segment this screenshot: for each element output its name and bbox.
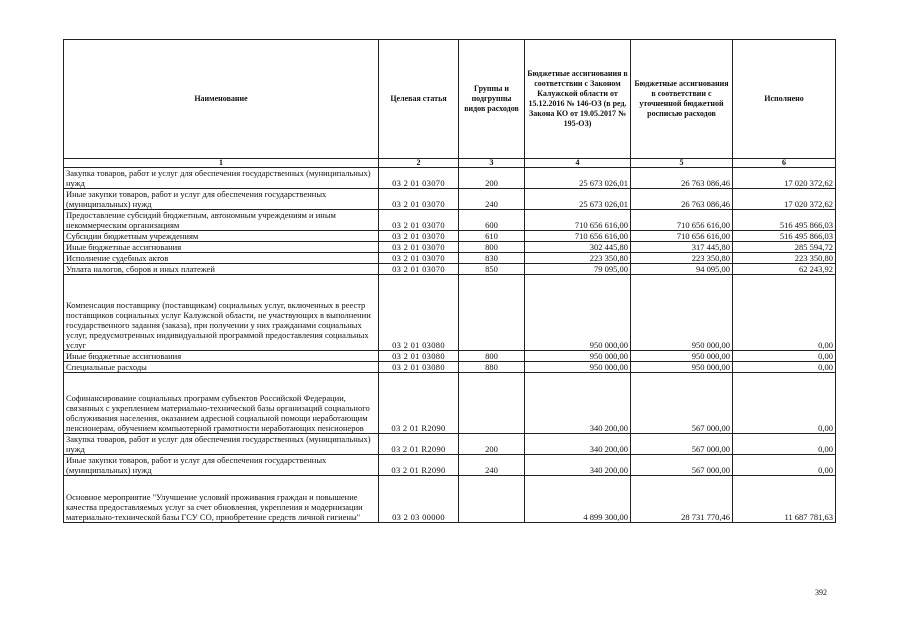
row-group: 880	[459, 362, 525, 373]
row-group: 610	[459, 231, 525, 242]
row-name: Иные бюджетные ассигнования	[64, 242, 379, 253]
row-assign-refined: 223 350,80	[631, 253, 733, 264]
row-name: Закупка товаров, работ и услуг для обеспечения государственных (муниципальных) нужд	[64, 168, 379, 189]
row-assign-refined: 950 000,00	[631, 362, 733, 373]
row-assign-law: 340 200,00	[525, 373, 631, 434]
row-name: Иные закупки товаров, работ и услуг для обеспечения государственных (муниципальных) нужд	[64, 189, 379, 210]
row-assign-law: 340 200,00	[525, 455, 631, 476]
column-number: 5	[631, 159, 733, 168]
column-number: 1	[64, 159, 379, 168]
row-group: 830	[459, 253, 525, 264]
table-row	[64, 210, 836, 231]
column-number: 3	[459, 159, 525, 168]
row-executed: 0,00	[733, 351, 836, 362]
table-row	[64, 168, 836, 189]
row-assign-law: 950 000,00	[525, 351, 631, 362]
row-target: 03 2 01 03070	[379, 264, 459, 275]
row-target: 03 2 01 03070	[379, 210, 459, 231]
row-target: 03 2 01 03070	[379, 242, 459, 253]
table-row	[64, 351, 836, 362]
column-number: 6	[733, 159, 836, 168]
row-target: 03 2 01 03070	[379, 231, 459, 242]
header-name: Наименование	[64, 40, 379, 159]
row-target: 03 2 01 03080	[379, 351, 459, 362]
row-executed: 11 687 781,63	[733, 476, 836, 523]
row-assign-law: 302 445,80	[525, 242, 631, 253]
table-row	[64, 253, 836, 264]
row-group	[459, 476, 525, 523]
row-assign-law: 25 673 026,01	[525, 189, 631, 210]
row-executed: 0,00	[733, 275, 836, 351]
row-target: 03 2 01 03080	[379, 362, 459, 373]
row-target: 03 2 01 R2090	[379, 434, 459, 455]
row-assign-law: 4 899 300,00	[525, 476, 631, 523]
column-number: 4	[525, 159, 631, 168]
row-executed: 0,00	[733, 362, 836, 373]
row-executed: 516 495 866,03	[733, 210, 836, 231]
row-target: 03 2 03 00000	[379, 476, 459, 523]
row-name: Софинансирование социальных программ субъектов Российской Федерации, связанных с укреплением материально-технической базы организаций социального обслуживания населения, оказанием адресной социальной помощи неработающим пенсионерам, обучением компьютерной грамотности неработающих пенсионеров	[64, 373, 379, 434]
header-target: Целевая статья	[379, 40, 459, 159]
header-executed: Исполнено	[733, 40, 836, 159]
row-group: 600	[459, 210, 525, 231]
row-name: Специальные расходы	[64, 362, 379, 373]
row-name: Исполнение судебных актов	[64, 253, 379, 264]
row-target: 03 2 01 R2090	[379, 373, 459, 434]
row-assign-refined: 567 000,00	[631, 434, 733, 455]
row-executed: 0,00	[733, 455, 836, 476]
row-executed: 17 020 372,62	[733, 168, 836, 189]
row-assign-law: 710 656 616,00	[525, 231, 631, 242]
row-executed: 223 350,80	[733, 253, 836, 264]
column-number-row	[64, 159, 836, 168]
row-assign-refined: 710 656 616,00	[631, 210, 733, 231]
row-assign-refined: 26 763 086,46	[631, 189, 733, 210]
row-executed: 62 243,92	[733, 264, 836, 275]
row-assign-refined: 26 763 086,46	[631, 168, 733, 189]
header-row	[64, 40, 836, 159]
page-number: 392	[815, 588, 827, 597]
row-assign-law: 223 350,80	[525, 253, 631, 264]
row-executed: 285 594,72	[733, 242, 836, 253]
table-row	[64, 189, 836, 210]
table-row	[64, 476, 836, 523]
table-row	[64, 434, 836, 455]
row-assign-refined: 317 445,80	[631, 242, 733, 253]
row-group: 240	[459, 189, 525, 210]
row-executed: 17 020 372,62	[733, 189, 836, 210]
row-executed: 0,00	[733, 434, 836, 455]
row-target: 03 2 01 03070	[379, 168, 459, 189]
row-assign-law: 25 673 026,01	[525, 168, 631, 189]
header-assign-law: Бюджетные ассигнования в соответствии с Законом Калужской области от 15.12.2016 № 146-ОЗ (в ред. Закона КО от 19.05.2017 № 195-ОЗ)	[525, 40, 631, 159]
row-target: 03 2 01 03080	[379, 275, 459, 351]
row-group	[459, 275, 525, 351]
row-target: 03 2 01 03070	[379, 189, 459, 210]
table-row	[64, 362, 836, 373]
column-number: 2	[379, 159, 459, 168]
row-executed: 516 495 866,03	[733, 231, 836, 242]
row-assign-refined: 567 000,00	[631, 455, 733, 476]
table-row	[64, 455, 836, 476]
row-assign-law: 340 200,00	[525, 434, 631, 455]
row-group: 200	[459, 434, 525, 455]
row-target: 03 2 01 R2090	[379, 455, 459, 476]
budget-table	[63, 39, 836, 523]
header-groups: Группы и подгруппы видов расходов	[459, 40, 525, 159]
row-name: Уплата налогов, сборов и иных платежей	[64, 264, 379, 275]
row-group: 200	[459, 168, 525, 189]
row-assign-refined: 950 000,00	[631, 351, 733, 362]
table-row	[64, 275, 836, 351]
row-name: Иные бюджетные ассигнования	[64, 351, 379, 362]
table-row	[64, 242, 836, 253]
row-name: Основное мероприятие "Улучшение условий проживания граждан и повышение качества предоставляемых услуг за счет обновления, укрепления и модернизации материально-технической базы ГСУ СО, приобретение средств личной гигиены"	[64, 476, 379, 523]
row-assign-law: 79 095,00	[525, 264, 631, 275]
row-assign-law: 950 000,00	[525, 275, 631, 351]
row-assign-refined: 710 656 616,00	[631, 231, 733, 242]
row-group: 800	[459, 351, 525, 362]
table-row	[64, 264, 836, 275]
header-assign-refined: Бюджетные ассигнования в соответствии с уточненной бюджетной росписью расходов	[631, 40, 733, 159]
row-assign-law: 710 656 616,00	[525, 210, 631, 231]
row-assign-refined: 94 095,00	[631, 264, 733, 275]
row-group	[459, 373, 525, 434]
row-group: 800	[459, 242, 525, 253]
row-assign-refined: 567 000,00	[631, 373, 733, 434]
table-row	[64, 373, 836, 434]
table-body	[64, 168, 836, 523]
row-assign-law: 950 000,00	[525, 362, 631, 373]
row-executed: 0,00	[733, 373, 836, 434]
row-name: Субсидии бюджетным учреждениям	[64, 231, 379, 242]
row-name: Предоставление субсидий бюджетным, автономным учреждениям и иным некоммерческим организациям	[64, 210, 379, 231]
row-assign-refined: 950 000,00	[631, 275, 733, 351]
row-group: 850	[459, 264, 525, 275]
row-name: Закупка товаров, работ и услуг для обеспечения государственных (муниципальных) нужд	[64, 434, 379, 455]
row-assign-refined: 28 731 770,46	[631, 476, 733, 523]
row-name: Иные закупки товаров, работ и услуг для обеспечения государственных (муниципальных) нужд	[64, 455, 379, 476]
row-group: 240	[459, 455, 525, 476]
table-row	[64, 231, 836, 242]
row-name: Компенсация поставщику (поставщикам) социальных услуг, включенных в реестр поставщиков социальных услуг Калужской области, не участвующих в выполнении государственного задания (заказа), при получении у них гражданами социальных услуг, предусмотренных индивидуальной программой предоставления социальных услуг	[64, 275, 379, 351]
row-target: 03 2 01 03070	[379, 253, 459, 264]
